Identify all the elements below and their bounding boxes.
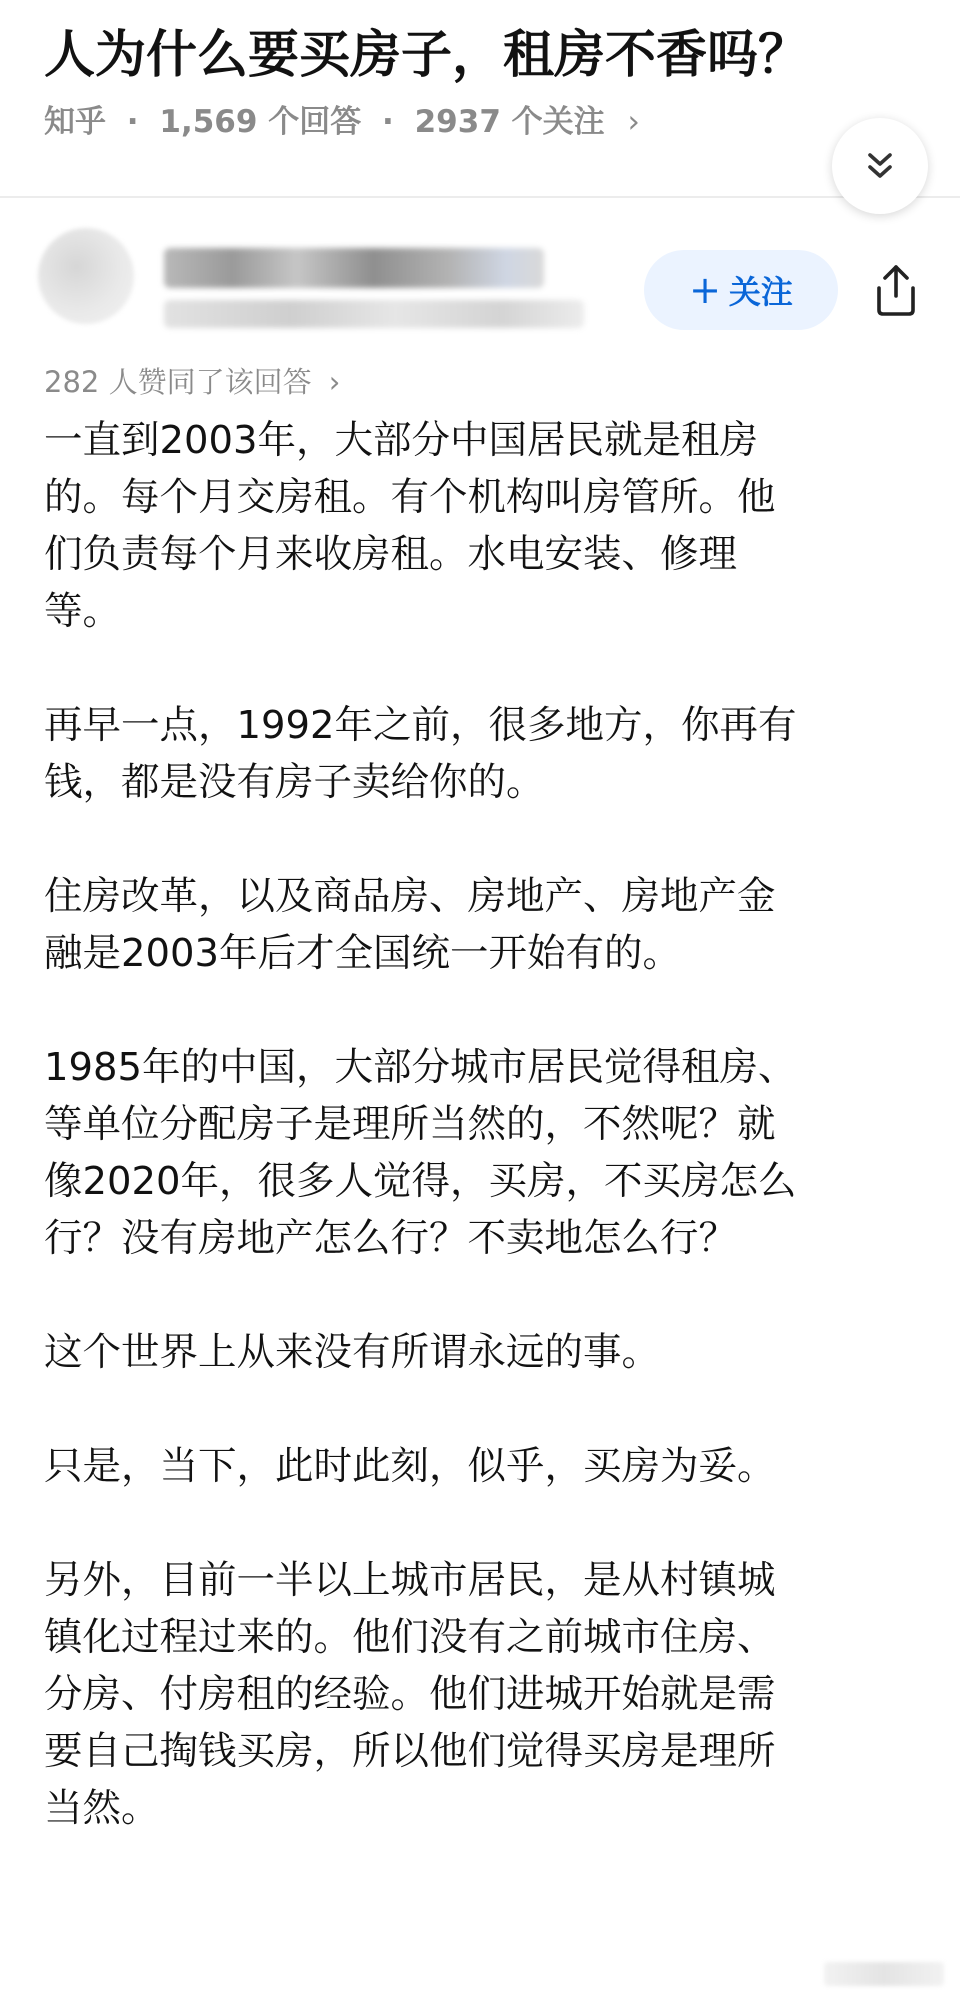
plus-icon: +: [689, 268, 721, 312]
answer-line: 分房、付房租的经验。他们进城开始就是需: [44, 1672, 776, 1717]
answer-line: 另外，目前一半以上城市居民，是从村镇城: [44, 1558, 776, 1603]
answer-line: 一直到2003年，大部分中国居民就是租房: [44, 418, 758, 463]
author-row: [0, 198, 960, 350]
answer-line: 当然。: [44, 1786, 160, 1831]
answer-content: [44, 412, 924, 1837]
answer-paragraph: [44, 1438, 924, 1495]
answer-line: 像2020年，很多人觉得，买房，不买房怎么: [44, 1159, 797, 1204]
follow-label: 关注: [728, 273, 793, 311]
answer-line: 1985年的中国，大部分城市居民觉得租房、: [44, 1045, 797, 1090]
question-title[interactable]: 人为什么要买房子，租房不香吗？: [44, 26, 810, 85]
question-meta[interactable]: [44, 100, 640, 144]
follow-button[interactable]: [644, 250, 838, 330]
answer-line: 融是2003年后才全国统一开始有的。: [44, 931, 681, 976]
source-label: 知乎: [44, 104, 106, 140]
answer-paragraph: [44, 1552, 924, 1837]
answer-line: 再早一点，1992年之前，很多地方，你再有: [44, 703, 797, 748]
answer-line: 这个世界上从来没有所谓永远的事。: [44, 1330, 661, 1375]
meta-separator: ·: [382, 104, 394, 140]
author-name-redacted[interactable]: [164, 248, 544, 288]
answer-line: 等单位分配房子是理所当然的，不然呢？就: [44, 1102, 776, 1147]
follower-count: 2937 个关注: [414, 104, 605, 140]
answer-count: 1,569 个回答: [159, 104, 362, 140]
chevron-right-icon: ›: [328, 365, 341, 399]
answer-paragraph: [44, 697, 924, 811]
author-bio-redacted: [164, 300, 584, 328]
answer-paragraph: [44, 868, 924, 982]
chevron-double-down-icon: [863, 149, 897, 183]
vote-count-text: 282 人赞同了该回答: [44, 365, 312, 399]
answer-line: 行？没有房地产怎么行？不卖地怎么行？: [44, 1216, 738, 1261]
answer-line: 镇化过程过来的。他们没有之前城市住房、: [44, 1615, 776, 1660]
answer-line: 等。: [44, 589, 122, 634]
avatar[interactable]: [38, 228, 134, 324]
share-icon: [871, 262, 921, 318]
answer-paragraph: [44, 1039, 924, 1267]
answer-paragraph: [44, 1324, 924, 1381]
answer-line: 的。每个月交房租。有个机构叫房管所。他: [44, 475, 776, 520]
answer-line: 钱，都是没有房子卖给你的。: [44, 760, 545, 805]
share-button[interactable]: [864, 254, 928, 326]
meta-separator: ·: [126, 104, 139, 140]
question-header: [0, 0, 960, 198]
chevron-right-icon: ›: [627, 104, 640, 140]
answer-line: 要自己掏钱买房，所以他们觉得买房是理所: [44, 1729, 776, 1774]
watermark: [824, 1962, 944, 1986]
expand-button[interactable]: [832, 118, 928, 214]
vote-count[interactable]: [44, 362, 960, 402]
answer-line: 住房改革，以及商品房、房地产、房地产金: [44, 874, 776, 919]
answer-line: 们负责每个月来收房租。水电安装、修理: [44, 532, 738, 577]
answer-paragraph: [44, 412, 924, 640]
answer-line: 只是，当下，此时此刻，似乎，买房为妥。: [44, 1444, 776, 1489]
